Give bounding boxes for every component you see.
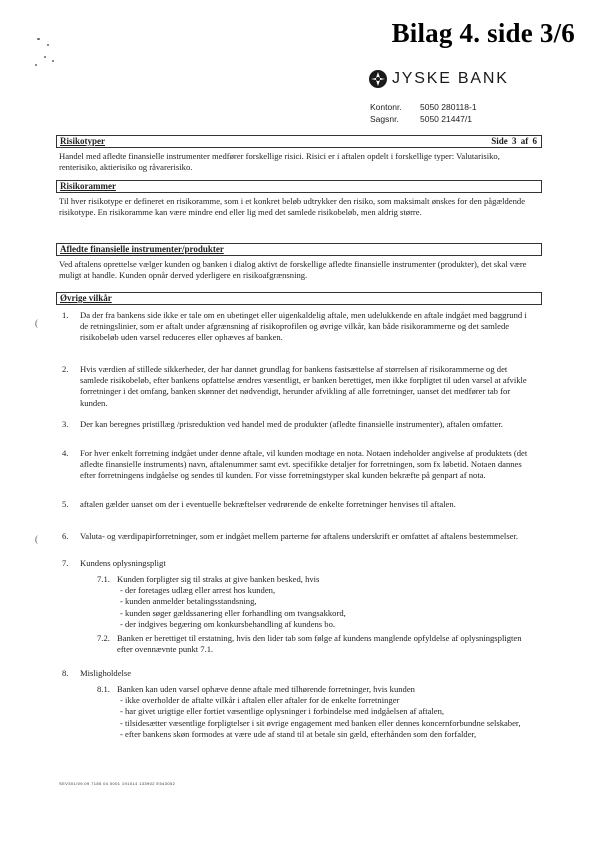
kontonr-label: Kontonr. (370, 102, 402, 112)
item-number: 3. (62, 419, 69, 429)
item-text: Der kan beregnes pristillæg /prisreduktion ved handel med de produkter (afledte finansielle instrumenter), aftalen omfatter. (80, 419, 503, 429)
account-meta (370, 101, 477, 125)
list-item (62, 499, 536, 510)
list-item (62, 448, 536, 482)
item-number: 5. (62, 499, 69, 509)
punch-mark: ( (35, 318, 38, 328)
bilag-label: Bilag 4. side 3/6 (391, 18, 575, 48)
item-number: 2. (62, 364, 69, 374)
item-number: 7.1. (97, 574, 110, 584)
section-title: Afledte finansielle instrumenter/produkter (60, 244, 224, 254)
item-text: Banken er berettiget til erstatning, hvis den lider tab som følge af kundens manglende opfyldelse af oplysningspligten efter ovennævnte punkt 7.1. (117, 633, 522, 655)
item-text: Banken kan uden varsel ophæve denne aftale med tilhørende forretninger, hvis kunden (117, 684, 415, 694)
bank-name: JYSKE BANK (392, 70, 509, 87)
list-item (62, 310, 536, 344)
item-number: 4. (62, 448, 69, 458)
item-number: 6. (62, 531, 69, 541)
item-text: Da der fra bankens side ikke er tale om en ubetinget eller uigenkaldelig aftale, men udelukkende en aftale indgået med baggrund i de retningslinier, som er aftalt under afgrænsning af risikoprofilen og øvrige vilkår, kan både risikorammerne og det samlede risikobeløb uden varsel reduceres eller ophæves af banken. (80, 310, 527, 343)
sub-item-8-1 (97, 684, 535, 740)
section-ovrige-header (56, 292, 542, 305)
section-afledte-text: Ved aftalens oprettelse vælger kunden og banken i dialog aktivt de forskellige afledte finansielle instrumenter (produkter), det skal være muligt at handle. Kunden opnår derved yderligere en risikoafgrænsning. (59, 259, 527, 281)
dash-item: - kunden anmelder betalingsstandsning, (120, 596, 257, 607)
section-title: Risikorammer (60, 181, 116, 191)
dash-item: - kunden søger gældssanering eller forhandling om tvangsakkord, (120, 607, 346, 618)
sub-item-7-1 (97, 574, 535, 630)
item-number: 7. (62, 558, 69, 568)
section-risikorammer-header (56, 180, 542, 193)
list-item (62, 419, 536, 430)
list-item (62, 558, 536, 569)
item-text: Hvis værdien af stillede sikkerheder, der har dannet grundlag for bankens fastsættelse af størrelsen af risikorammerne og det samlede risikobeløb, efter bankens opfattelse ændres væsentligt, er banken berettiget, men ikke forpligtet til uden varsel at afvikle forretninger i det omfang, banken skønner det nødvendigt, herunder afvikling af alle forretninger, uanset det medfører tab for kunden. (80, 364, 527, 408)
punch-mark: ( (35, 534, 38, 544)
item-text: Misligholdelse (80, 668, 132, 678)
dash-item: - der foretages udlæg eller arrest hos kunden, (120, 585, 276, 596)
dash-item: - tilsidesætter væsentlige forpligtelser i sit øvrige engagement med banken eller dennes koncernforbundne selskaber, (120, 717, 521, 728)
item-text: Kundens oplysningspligt (80, 558, 166, 568)
section-risikorammer-text: Til hver risikotype er defineret en risikoramme, som i et konkret beløb udtrykker den risiko, som maksimalt ønskes for den pågældende risikotype. En risikoramme kan være mindre end eller lig med det samlede risikobeløb, men aldrig større. (59, 196, 526, 218)
item-text: Kunden forpligter sig til straks at give banken besked, hvis (117, 574, 320, 584)
list-item (62, 668, 536, 679)
page-indicator: Side 3 af 6 (491, 136, 537, 146)
sagsnr-label: Sagsnr. (370, 114, 399, 124)
list-item (62, 364, 536, 409)
item-number: 8. (62, 668, 69, 678)
dash-item: - ikke overholder de aftalte vilkår i aftalen eller aftaler for de enkelte forretninger (120, 695, 400, 706)
footer-code: SEV301/09.09 7185 04 0001 191014 133902 E543052 (59, 781, 176, 786)
bank-logo (368, 69, 509, 89)
dash-list (120, 585, 535, 630)
item-text: aftalen gælder uanset om der i eventuelle bekræftelser vedrørende de enkelte forretninger henvises til aftalen. (80, 499, 456, 509)
item-text: For hver enkelt forretning indgået under denne aftale, vil kunden modtage en nota. Notaen indeholder angivelse af produktets (det afledte finansielle instruments) navn, aftalenummer samt evt. specifikke detaljer for forretningen, som fx løbetid. Notaen dannes efter forretningens indgåelse og sendes til kunden. For visse forretningstyper skal kunden bekræfte på genpart af nota. (80, 448, 528, 481)
section-afledte-header (56, 243, 542, 256)
item-number: 8.1. (97, 684, 110, 694)
section-risikotyper-header (56, 135, 542, 148)
dash-item: - efter bankens skøn formodes at være ude af stand til at betale sin gæld, efterhånden som den forfalder, (120, 728, 477, 739)
item-number: 1. (62, 310, 69, 320)
section-title: Øvrige vilkår (60, 293, 112, 303)
dash-item: - der indgives begæring om konkursbehandling af kundens bo. (120, 618, 336, 629)
jyske-bank-logo-icon (368, 69, 388, 89)
sub-item-7-2 (97, 633, 535, 655)
section-risikotyper-text: Handel med afledte finansielle instrumenter medfører forskellige risici. Risici er i aftalen opdelt i forskellige typer: Valutarisiko, renterisiko, aktierisiko og råvarerisiko. (59, 151, 500, 173)
sagsnr-value: 5050 21447/1 (420, 114, 472, 124)
section-title: Risikotyper (60, 136, 105, 146)
item-number: 7.2. (97, 633, 110, 643)
dash-list (120, 695, 535, 740)
kontonr-value: 5050 280118-1 (420, 102, 477, 112)
list-item (62, 531, 536, 542)
dash-item: - har givet urigtige eller fortiet væsentlige oplysninger i forbindelse med indgåelsen af aftalen, (120, 706, 445, 717)
item-text: Valuta- og værdipapirforretninger, som er indgået mellem parterne før aftalens underskrift er omfattet af aftalens bestemmelser. (80, 531, 519, 541)
